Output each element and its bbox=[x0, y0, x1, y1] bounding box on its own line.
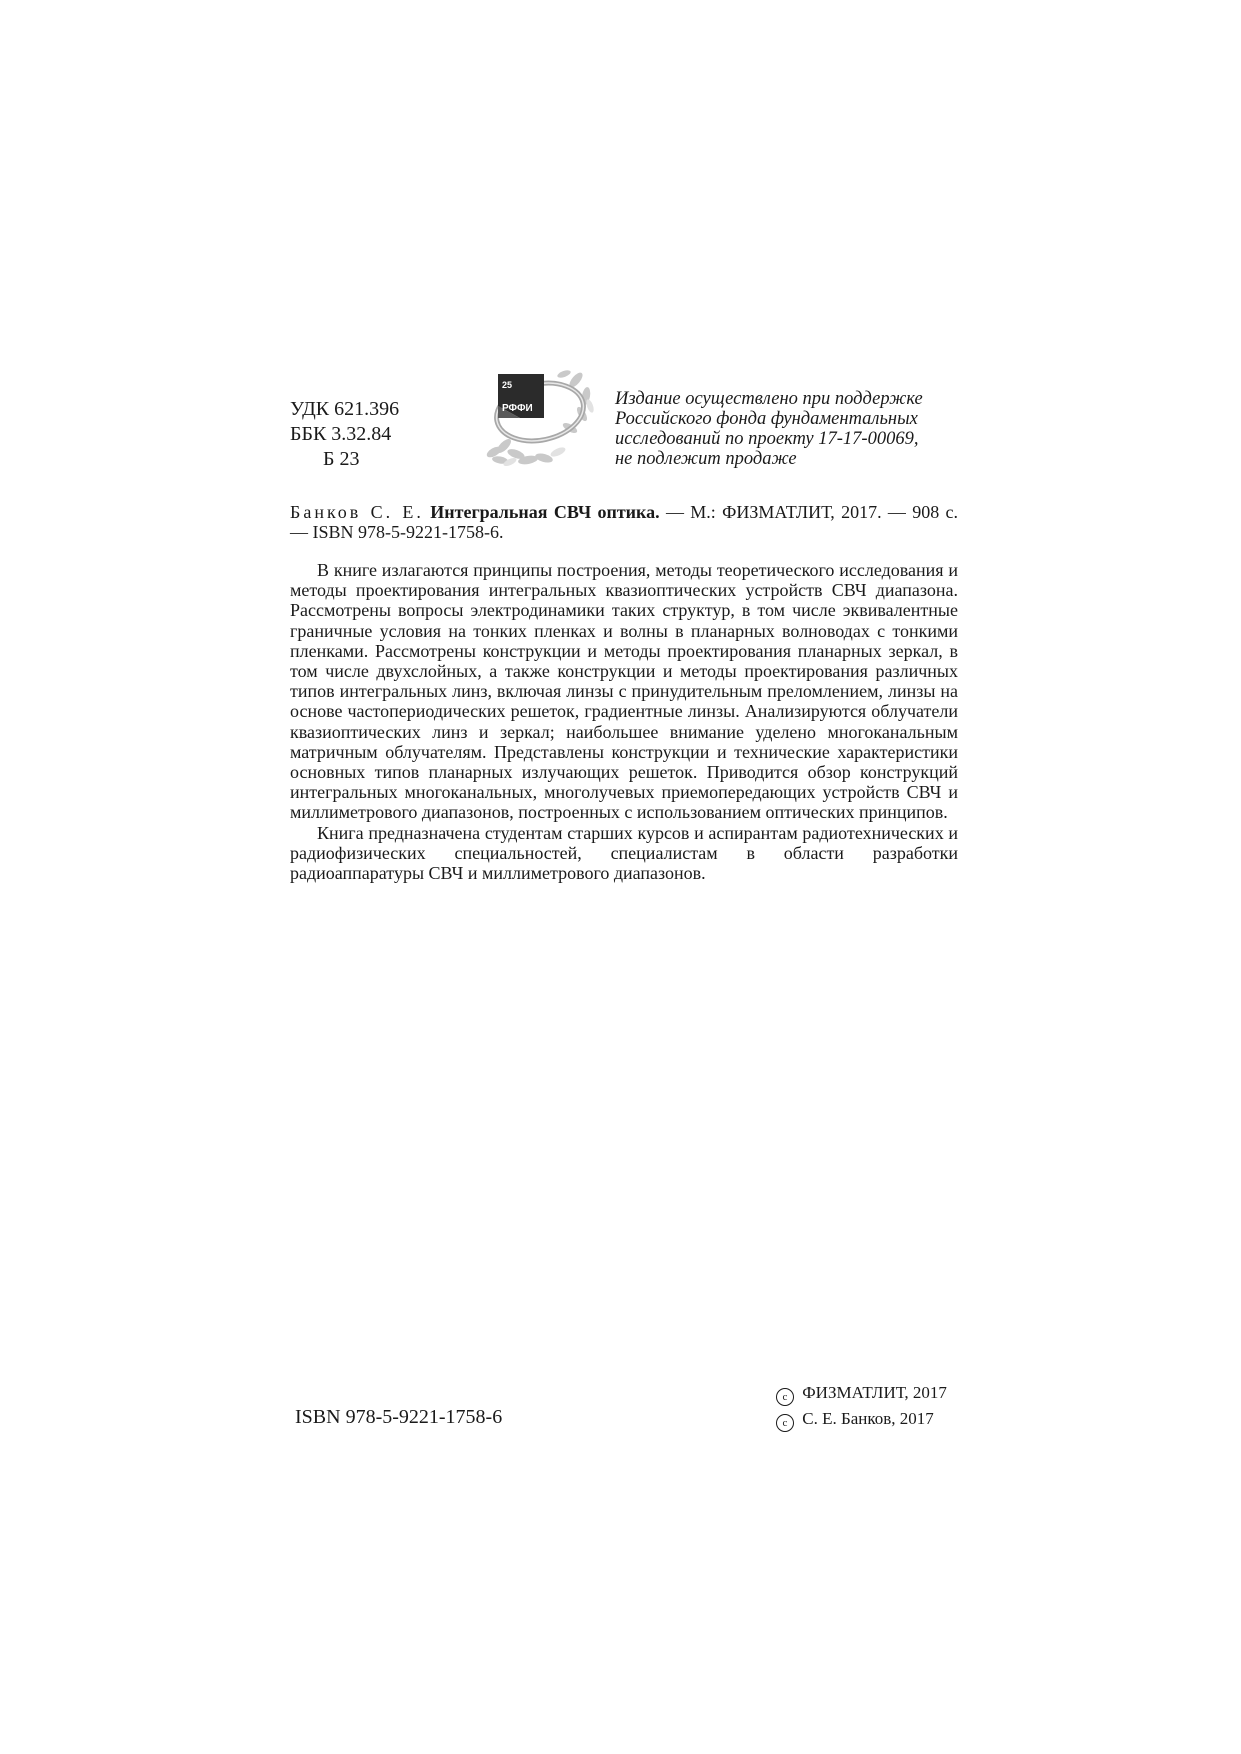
author-mark: Б 23 bbox=[323, 448, 360, 470]
abstract bbox=[290, 560, 958, 883]
logo-text: РФФИ bbox=[502, 403, 533, 414]
abstract-paragraph: В книге излагаются принципы построения, методы теоретического исследования и методы проектирования интегральных квазиоптических устройств СВЧ диапазона. Рассмотрены вопросы электродинамики таких структур, в том числе эквивалентные граничные условия на тонких пленках и волны в планарных волноводах с тонкими пленками. Рассмотрены конструкции и методы проектирования планарных зеркал, в том числе двухслойных, а также конструкции и методы проектирования различных типов интегральных линз, включая линзы с принудительным преломлением, линзы на основе частопериодических решеток, градиентные линзы. Анализируются облучатели квазиоптических линз и зеркал; наибольшее внимание уделено многоканальным матричным облучателям. Представлены конструкции и технические характеристики основных типов планарных излучающих решеток. Приводится обзор конструкций интегральных многоканальных, многолучевых приемопередающих устройств СВЧ и миллиметрового диапазонов, построенных с использованием оптических принципов. bbox=[290, 560, 958, 823]
isbn: ISBN 978-5-9221-1758-6 bbox=[295, 1406, 503, 1428]
support-note-line: Издание осуществлено при поддержке bbox=[615, 389, 923, 409]
rffi-logo bbox=[480, 366, 598, 468]
bbk-code: ББК 3.32.84 bbox=[290, 423, 392, 445]
logo-anniversary: 25 bbox=[502, 380, 513, 390]
udk-code: УДК 621.396 bbox=[290, 398, 400, 420]
biblio-imprint: — М.: ФИЗМАТЛИТ, 2017. — 908 с. — ISBN 978-5-9221-1758-6. bbox=[290, 502, 959, 543]
support-note-line: исследований по проекту 17-17-00069, bbox=[615, 429, 919, 449]
classification-block bbox=[290, 397, 399, 472]
copyright-line bbox=[776, 1380, 947, 1406]
support-note-line: Российского фонда фундаментальных bbox=[615, 409, 918, 429]
biblio-author: Банков С. Е. bbox=[290, 502, 424, 522]
copyright-holder: С. Е. Банков, 2017 bbox=[802, 1409, 934, 1428]
abstract-paragraph: Книга предназначена студентам старших курсов и аспирантам радиотехнических и радиофизических специальностей, специалистам в области разработки радиоаппаратуры СВЧ и миллиметрового диапазонов. bbox=[290, 822, 958, 884]
copyright-icon: c bbox=[776, 1388, 794, 1406]
copyright-line bbox=[776, 1406, 947, 1432]
bibliographic-record bbox=[290, 502, 958, 542]
support-note bbox=[615, 389, 960, 469]
copyright-block bbox=[776, 1380, 947, 1432]
biblio-title: Интегральная СВЧ оптика. bbox=[430, 502, 660, 522]
copyright-icon: c bbox=[776, 1414, 794, 1432]
copyright-holder: ФИЗМАТЛИТ, 2017 bbox=[802, 1383, 947, 1402]
support-note-line: не подлежит продаже bbox=[615, 449, 797, 469]
